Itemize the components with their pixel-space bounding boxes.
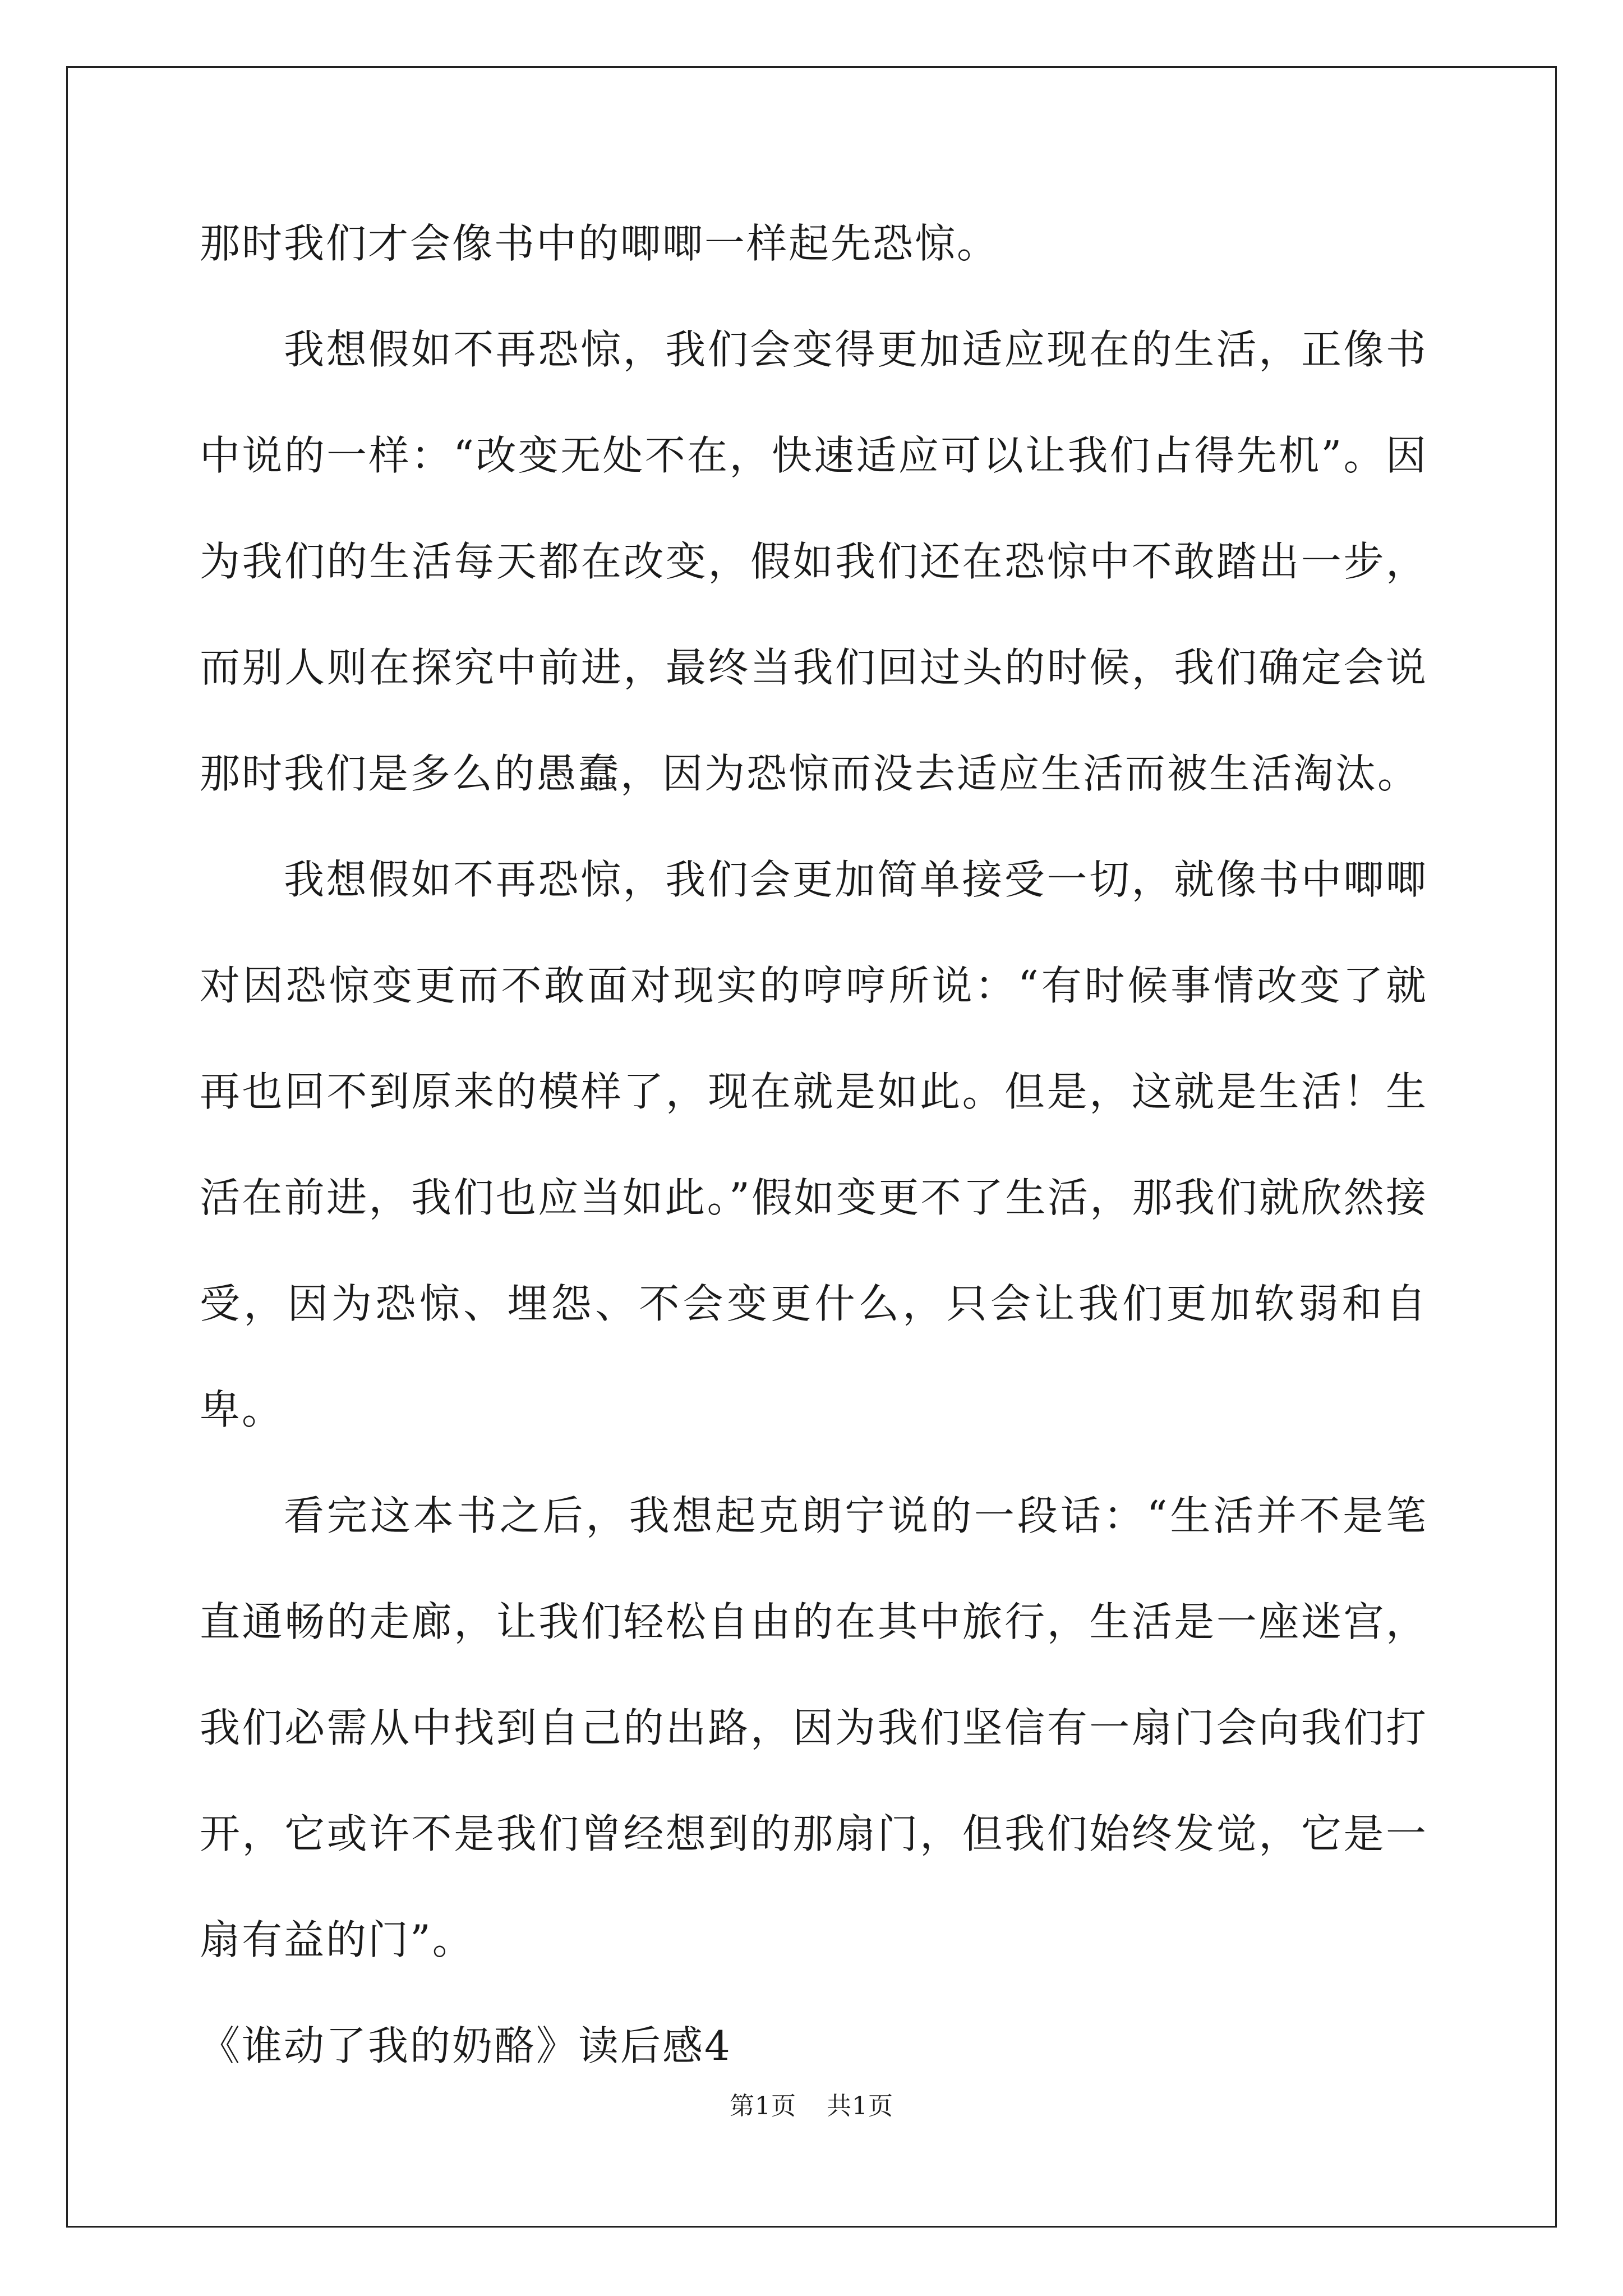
section-heading: 《谁动了我的奶酪》读后感4 [200,2022,732,2069]
paragraph-2: 我想假如不再恐惊，我们会变得更加适应现在的生活，正像书中说的一样：“改变无处不在，快速适应可以让我们占得先机”。因为我们的生活每天都在改变，假如我们还在恐惊中不敢踏出一步，而别人则在探究中前进，最终当我们回过头的时候，我们确定会说那时我们是多么的愚蠢，因为恐惊而没去适应生活而被生活淘汰。 [200,326,1428,797]
page-total: 共1页 [827,2092,893,2120]
page-footer [0,2090,1623,2123]
document-body [200,191,1428,2099]
paragraph-4: 看完这本书之后，我想起克朗宁说的一段话：“生活并不是笔直通畅的走廊，让我们轻松自由的在其中旅行，生活是一座迷宫，我们必需从中找到自己的出路，因为我们坚信有一扇门会向我们打开，它或许不是我们曾经想到的那扇门，但我们始终发觉，它是一扇有益的门”。 [200,1492,1428,1963]
page-number: 第1页 [730,2092,796,2120]
paragraph-1: 那时我们才会像书中的唧唧一样起先恐惊。 [200,220,999,267]
paragraph-3: 我想假如不再恐惊，我们会更加简单接受一切，就像书中唧唧对因恐惊变更而不敢面对现实的哼哼所说：“有时候事情改变了就再也回不到原来的模样了，现在就是如此。但是，这就是生活！生活在前进，我们也应当如此。”假如变更不了生活，那我们就欣然接受，因为恐惊、埋怨、不会变更什么，只会让我们更加软弱和自卑。 [200,856,1428,1433]
